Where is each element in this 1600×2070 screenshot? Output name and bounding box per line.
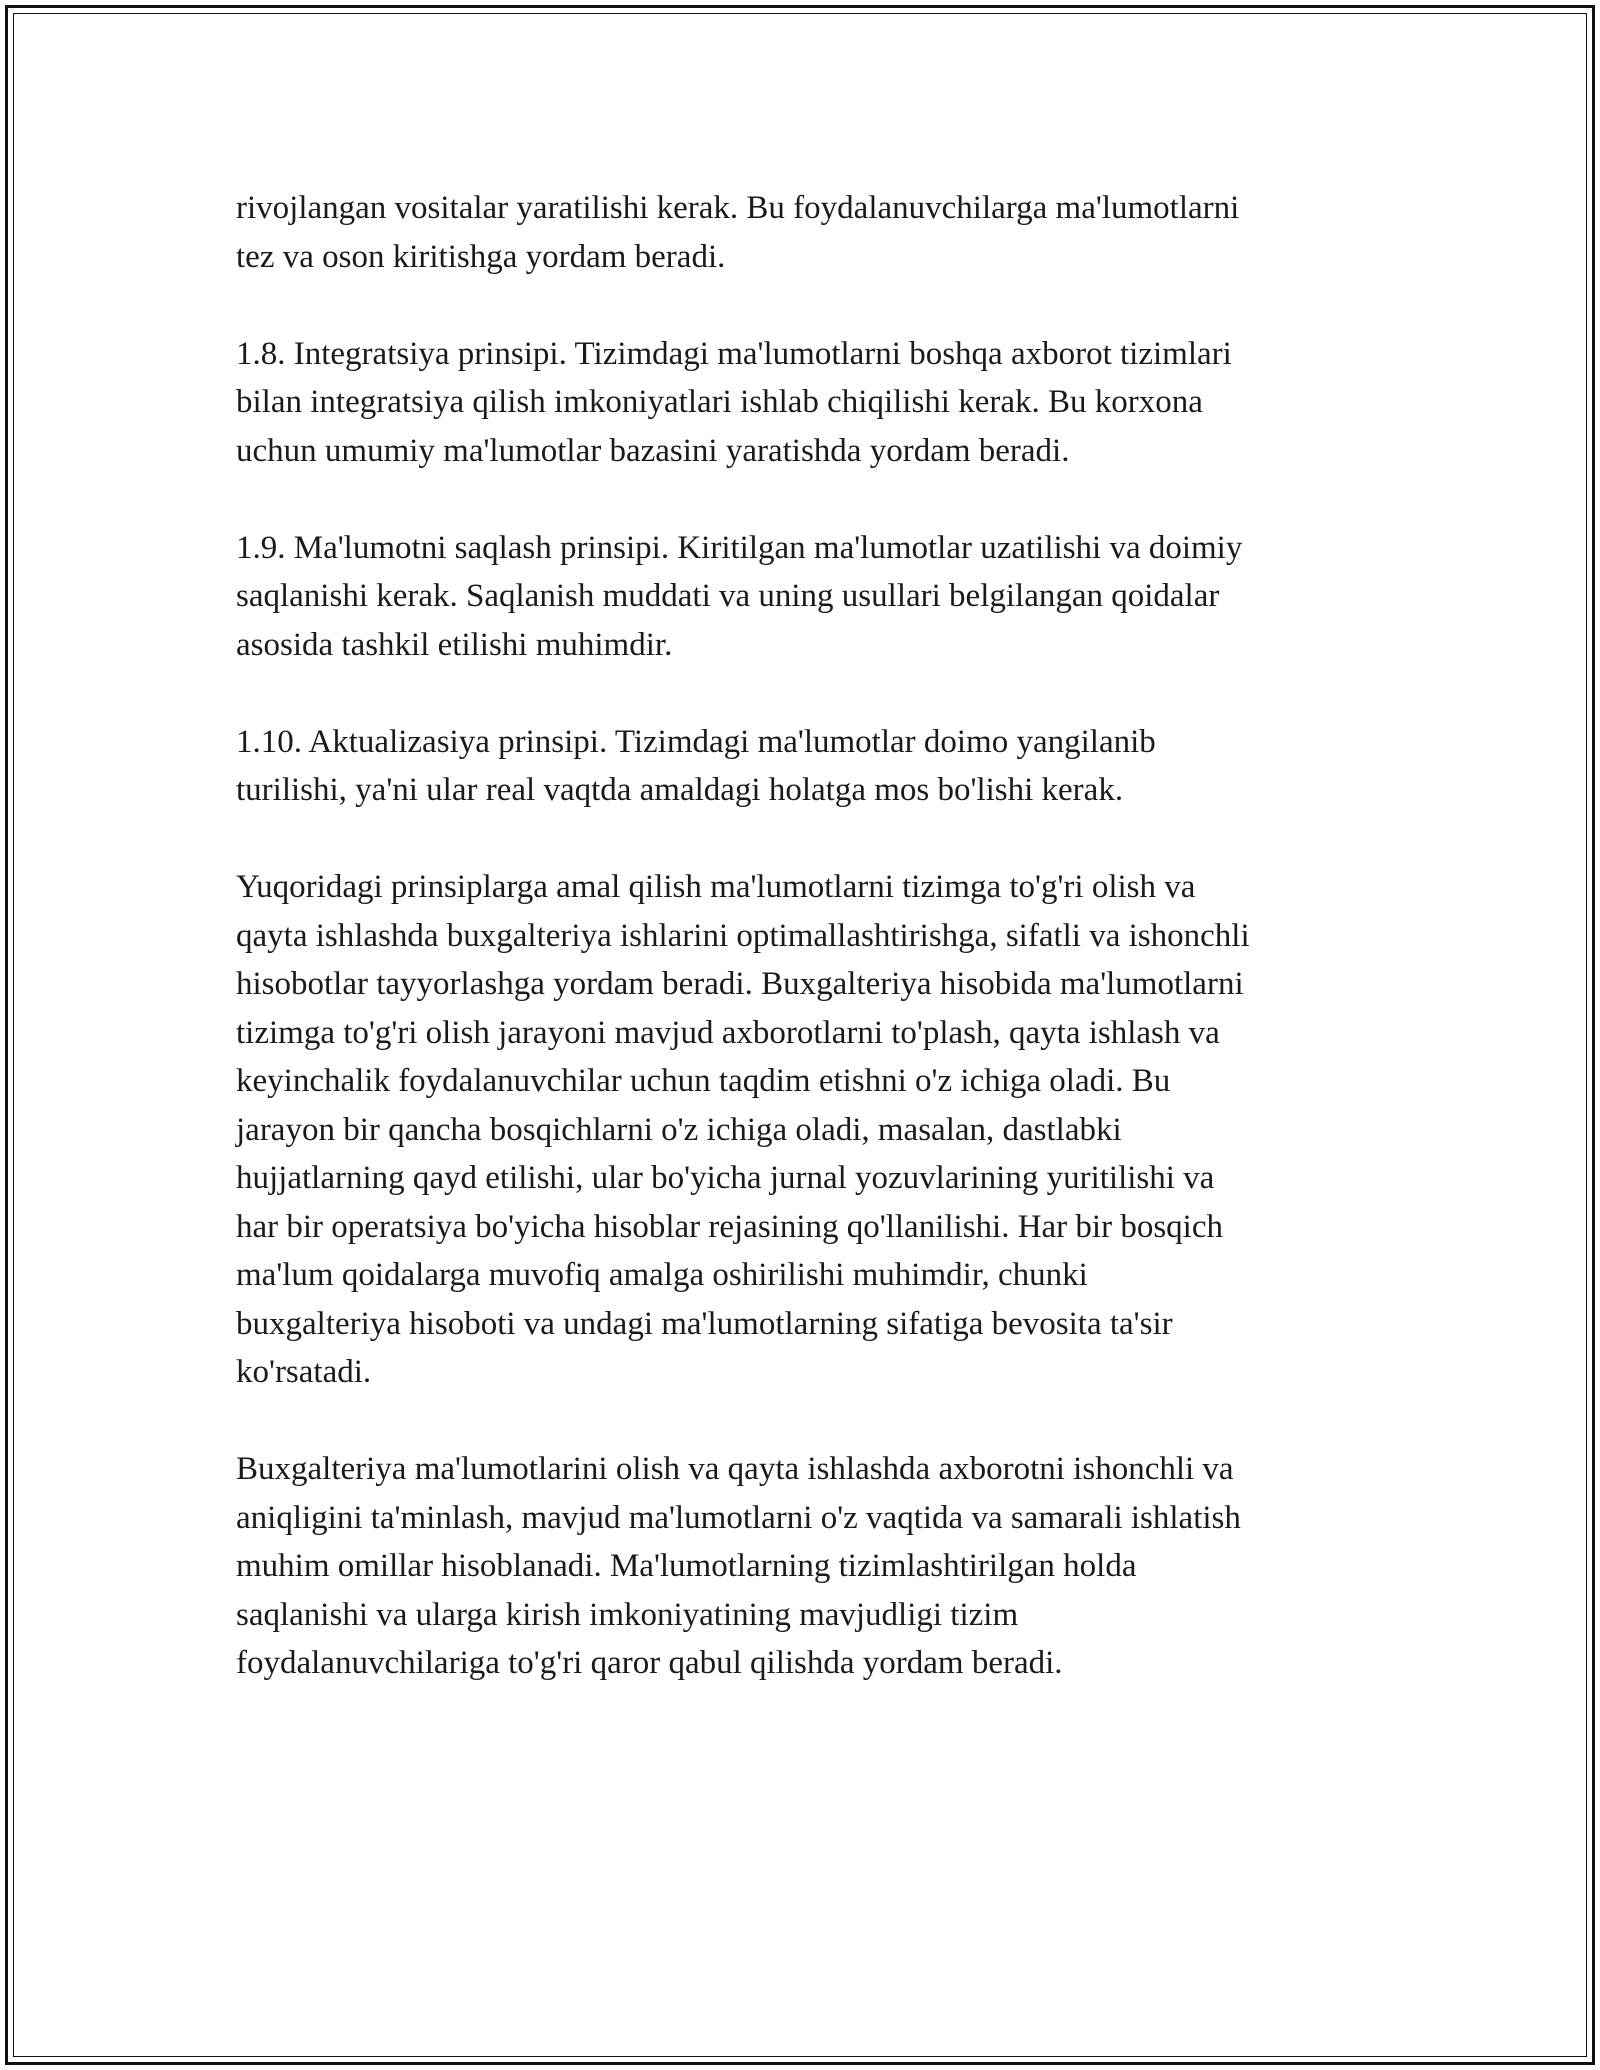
paragraph-data-storage-principle: 1.9. Ma'lumotni saqlash prinsipi. Kiritilgan ma'lumotlar uzatilishi va doimiy saqlanishi kerak. Saqlanish muddati va uning usullari belgilangan qoidalar asosida tashkil etilishi muhimdir. bbox=[236, 529, 1243, 663]
paragraph-conclusion: Buxgalteriya ma'lumotlarini olish va qayta ishlashda axborotni ishonchli va aniqligini ta'minlash, mavjud ma'lumotlarni o'z vaqtida va samarali ishlatish muhim omillar hisoblanadi. Ma'lumotlarning tizimlashtirilgan holda saqlanishi va ularga kirish imkoniyatining mavjudligi tizim foydalanuvchilariga to'g'ri qaror qabul qilishda yordam beradi. bbox=[236, 1451, 1241, 1681]
document-body bbox=[236, 184, 1386, 1736]
paragraph-integration-principle: 1.8. Integratsiya prinsipi. Tizimdagi ma'lumotlarni boshqa axborot tizimlari bilan integratsiya qilish imkoniyatlari ishlab chiqilishi kerak. Bu korxona uchun umumiy ma'lumotlar bazasini yaratishda yordam beradi. bbox=[236, 335, 1232, 469]
paragraph-actualization-principle: 1.10. Aktualizasiya prinsipi. Tizimdagi ma'lumotlar doimo yangilanib turilishi, ya'ni ular real vaqtda amaldagi holatga mos bo'lishi kerak. bbox=[236, 723, 1156, 808]
paragraph-principles-summary: Yuqoridagi prinsiplarga amal qilish ma'lumotlarni tizimga to'g'ri olish va qayta ishlashda buxgalteriya ishlarini optimallashtirishga, sifatli va ishonchli hisobotlar tayyorlashga yordam beradi. Buxgalteriya hisobida ma'lumotlarni tizimga to'g'ri olish jarayoni mavjud axborotlarni to'plash, qayta ishlash va keyinchalik foydalanuvchilar uchun taqdim etishni o'z ichiga oladi. Bu jarayon bir qancha bosqichlarni o'z ichiga oladi, masalan, dastlabki hujjatlarning qayd etilishi, ular bo'yicha jurnal yozuvlarining yuritilishi va har bir operatsiya bo'yicha hisoblar rejasining qo'llanilishi. Har bir bosqich ma'lum qoidalarga muvofiq amalga oshirilishi muhimdir, chunki buxgalteriya hisoboti va undagi ma'lumotlarning sifatiga bevosita ta'sir ko'rsatadi. bbox=[236, 869, 1250, 1390]
paragraph-intro-continuation: rivojlangan vositalar yaratilishi kerak. Bu foydalanuvchilarga ma'lumotlarni tez va oson kiritishga yordam beradi. bbox=[236, 190, 1240, 275]
